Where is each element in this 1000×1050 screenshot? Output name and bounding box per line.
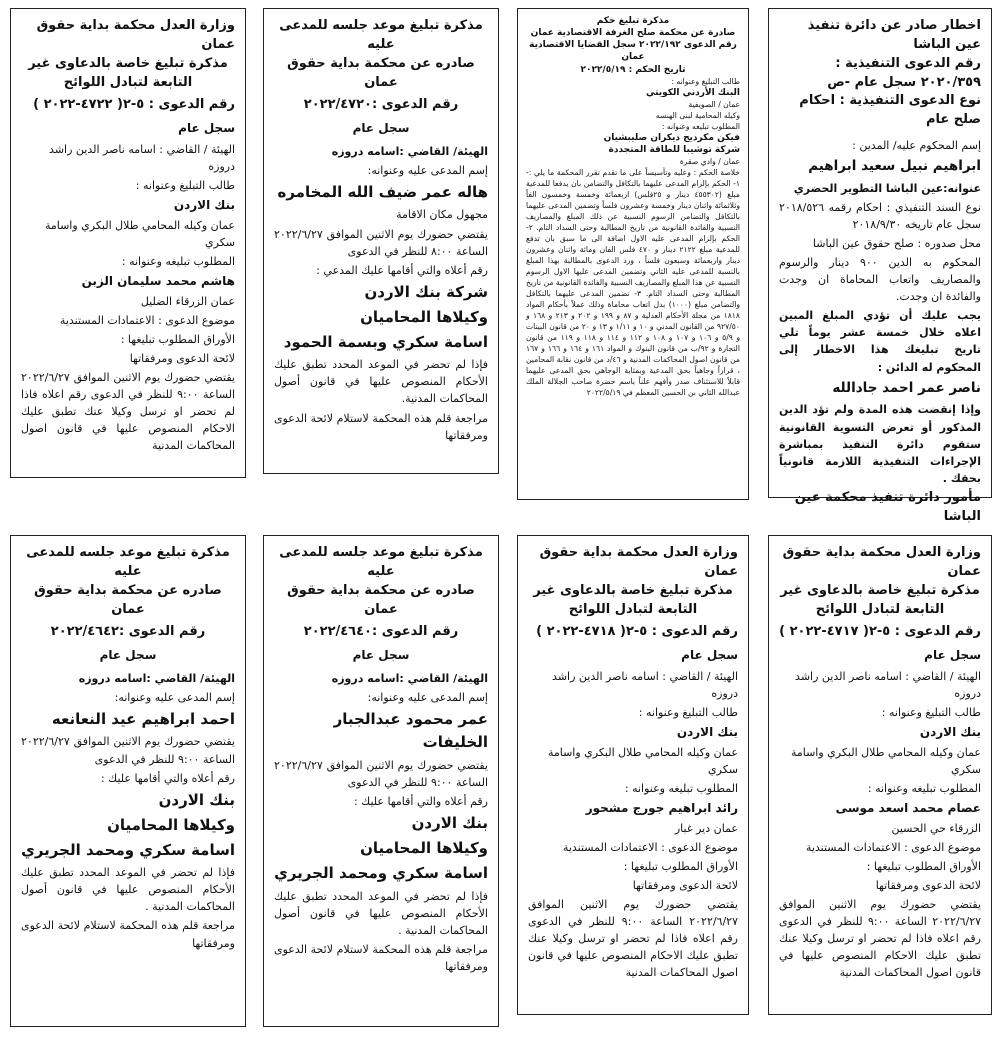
special-notice [517, 535, 749, 1015]
register-type: سجل عام [352, 120, 410, 135]
issuing-court: صادرة عن محكمة صلح الغرفة الاقتصادية عمان [530, 28, 736, 39]
target-name: هاشم محمد سليمان الزبن [81, 273, 235, 288]
judgment-summary: خلاصة الحكم : وعليه وتأسيساً على ما تقدم تقرر المحكمة ما يلي :- ١- الحكم بإلزام المدعى عليهما بالتكافل والتضامن بان يدفعا للمدعية مبلغ (٤٥٥٣٠٢ دينار و ٢٥فلس) اربعمائة وخمسة وخمسون الفاً وثلاثمائة واثنان دينار وخمسة وعشرون فلساً وتضمين المدعى عليهما بالتكافل والتضامن الرسوم النسبية عن ذلك المبلغ والمصاريف النسبية والفائدة القانونية من تاريخ المطالبة وحتى السداد التام. ٢- الحكم بإلزام المدعى عليه الاول اضافة الى ما سبق بان تدفع للمدعية مبلغ ٢١٢٢ دينار و ٤٧٠ فلس الفان ومائة واثنان وعشرون دينار واربعمائة وسبعون فلساً ، ورد الدعوى بالمطالبة بهذا المبلغ بالنسبة للمدعى عليه الثاني وتضمين المدعى عليها الاول الرسوم النسبية عن هذا المبلغ والمصاريف النسبية والفائدة القانونية من تاريخ المطالبة وحتى السداد التام. ٣- تضمين المدعى عليهما بالتكافل والتضامن مبلغ (١٠٠٠) بدل اتعاب محاماة وذلك عملاً بأحكام المواد ١٨١٨ من مجلة الأحكام العدلية و ٨٧ و ١٩٩ و ٢٠٢ و ٢١٣ و ١٦٨ و ٩٢٧/٥٠ من القانون المدني و ١٠ و ١/١١ و ١٣ و ٢٠ من قانون البينات و ٥/٩ و ١٠٦ و ١٠٧ و ١٠٨ و ١١٢ و ١١٤ و ١١٨ و ١١٩ من قانون التجارة و ٩٢/ب من قانون البنوك و المواد ١٦١ و ١٦٤ و ١٦٦ و ١٦٧ من قانون اصول المحاكمات المدنية و ٤٦/د من قانون نقابة المحامين ، قراراً وجاهياً بحق المدعية وبمثابة الوجاهي بحق المدعى عليهما قابلاً للاستئناف صدر وأفهم علناً باسم حضرة صاحب الجلالة الملك عبدالله الثاني بن الحسين المعظم في ٢٠٢٢/٥/١٩ [526, 168, 741, 398]
case-number: رقم الدعوى : ٥-٢( ٤٧١٧-٢٠٢٢ ) [779, 624, 981, 640]
case-number: رقم الدعوى : ٥-٢( ٤٧٢٢-٢٠٢٢ ) [33, 97, 235, 113]
hearing-text: يقتضي حضورك يوم الاثنين الموافق ٢٠٢٢/٦/٢٧ الساعة ٩:٠٠ للنظر في الدعوى [274, 758, 488, 789]
plaintiff-name: شركة بنك الاردن [364, 282, 488, 301]
target-name: عصام محمد اسعد موسى [835, 800, 981, 815]
plaintiff-lawyers: اسامة سكري وبسمة الحمود [283, 333, 488, 352]
notice-title: مذكرة تبليغ موعد جلسه للمدعى عليه [26, 545, 230, 579]
warning-text: فإذا لم تحضر في الموعد المحدد تطبق عليك الأحكام المنصوص عليها في قانون أصول المحاكمات المدنية . [274, 889, 488, 937]
signature: مأمور دائرة تنفيذ محكمة عين الباشا [794, 489, 981, 524]
panel-judge: الهيئة / القاضي : اسامه ناصر الدين راشد دروزه [552, 670, 738, 701]
case-number: رقم الدعوى :٢٠٢٢/٤٦٤٠ [303, 624, 459, 640]
creditor-name: ناصر عمر احمد جادالله [832, 379, 981, 396]
document-type: نوع السند التنفيذي : احكام رقمه ٢٠١٨/٥٢٦ سجل عام تاريخه ٢٠١٨/٩/٣٠ [779, 201, 981, 232]
hearing-text: يقتضي حضورك يوم الاثنين الموافق ٢٠٢٢/٦/٢٧ الساعة ٩:٠٠ للنظر في الدعوى [21, 735, 235, 766]
case-subject: موضوع الدعوى : الاعتمادات المستندية [805, 840, 981, 854]
closing-text: مراجعة قلم هذه المحكمة لاستلام لائحة الدعوى ومرفقاتها [274, 411, 488, 442]
plaintiff-lawyers: اسامة سكري ومحمد الجريري [274, 864, 488, 883]
plaintiff-name: بنك الاردن [411, 813, 488, 832]
defendant-label: إسم المدعى عليه وعنوانه: [367, 164, 488, 178]
notice-title: مذكرة تبليغ خاصة بالدعاوى غير التابعة لتبادل اللوائح [780, 582, 980, 617]
target-address: عمان الزرقاء الضليل [140, 294, 235, 308]
hearing-text: يقتضي حضورك يوم الاثنين الموافق ٢٠٢٢/٦/٢٧ الساعة ٩:٠٠ للنظر في الدعوى رقم اعلاه فاذا لم تحضر او ترسل وكيلا عنك تطبق عليك الاحكام المنصوص عليها في قانون اصول المحاكمات المدنية [21, 370, 235, 452]
defendant-address: مجهول مكان الاقامة [396, 208, 488, 222]
warning-text: فإذا لم تحضر في الموعد المحدد تطبق عليك الأحكام المنصوص عليها في قانون أصول المحاكمات المدنية . [21, 866, 235, 914]
warning-text: فإذا لم تحضر في الموعد المحدد تطبق عليك الأحكام المنصوص عليها في قانون أصول المحاكمات المدنية. [274, 358, 488, 406]
target-address: الزرقاء حي الحسين [891, 821, 981, 835]
target-label: المطلوب تبليغه وعنوانه : [121, 254, 235, 268]
panel-judge: الهيئة/ القاضي :اسامه دروزه [331, 672, 488, 686]
defendant-label: إسم المدعى عليه وعنوانه: [114, 691, 235, 705]
panel-judge: الهيئة / القاضي : اسامه ناصر الدين راشد دروزه [795, 670, 981, 701]
documents: لائحة الدعوى ومرفقاتها [875, 878, 981, 892]
register-type: سجل عام [681, 647, 738, 662]
special-notice [768, 535, 992, 1015]
debtor-address: عنوانه:عين الباشا التطوير الحضري [793, 182, 981, 196]
requester-label: طالب التبليغ وعنوانه : [135, 179, 235, 193]
defendant-name: احمد ابراهيم عيد النعانعه [51, 710, 235, 729]
hearing-notice [263, 535, 499, 1027]
issuing-court: صادره عن محكمة بداية حقوق عمان [34, 582, 222, 617]
requester-name: البنك الأردني الكويتي [645, 87, 740, 98]
documents-label: الأوراق المطلوب تبليغها : [120, 332, 235, 346]
closing-text: مراجعة قلم هذه المحكمة لاستلام لائحة الدعوى ومرفقاتها [21, 919, 235, 950]
requester-city: عمان / الصويفية [688, 99, 740, 109]
warning-text: وإذا إنقضت هذه المدة ولم تؤد الدين المذكور أو تعرض التسوية القانونية ستقوم دائرة التنفيذ بمباشرة الإجراءات التنفيذية اللازمة قانونياً بحقك . [779, 403, 981, 485]
case-number: رقم الدعوى :٢٠٢٢/٤٧٢٠ [303, 97, 459, 113]
register-type: سجل عام [352, 647, 410, 662]
notice-title: مذكرة تبليغ خاصة بالدعاوى غير التابعة لتبادل اللوائح [28, 55, 228, 90]
register-type: سجل عام [99, 647, 157, 662]
plaintiff-ref: رقم أعلاه والتي أقامها عليك : [100, 771, 235, 785]
lawyer-name: عمان وكيله المحامي طلال البكري واسامة سكري [44, 218, 235, 249]
lawyer-name: عمان وكيله المحامي طلال البكري واسامة سكري [547, 745, 738, 776]
issuing-court: صادره عن محكمة بداية حقوق عمان [287, 55, 475, 90]
judgment-date: تاريخ الحكم : ٢٠٢٢/٥/١٩ [580, 64, 686, 75]
ministry-title: وزارة العدل محكمة بداية حقوق عمان [539, 545, 738, 579]
hearing-text: يقتضي حضورك يوم الاثنين الموافق ٢٠٢٢/٦/٢٧ الساعة ٩:٠٠ للنظر في الدعوى رقم اعلاه فاذا لم تحضر او ترسل وكيلا عنك تطبق عليك الاحكام المنصوص عليها في قانون اصول المحاكمات المدنية [528, 897, 738, 979]
requester-label: طالب التبليغ وعنوانه : [881, 706, 981, 720]
case-label: رقم الدعوى التنفيذية : [835, 55, 981, 71]
requester-label: طالب التبليغ وعنوانه : [671, 76, 740, 86]
register-type: سجل عام [178, 120, 235, 135]
panel-judge: الهيئة / القاضي : اسامه ناصر الدين راشد دروزه [49, 143, 235, 174]
target-label: المطلوب تبليغه وعنوانه : [661, 121, 740, 131]
notice-title: مذكرة تبليغ موعد جلسه للمدعى عليه [279, 18, 483, 52]
requester-name: بنك الاردن [676, 725, 738, 740]
case-type: نوع الدعوى التنفيذية : احكام صلح عام [799, 93, 981, 128]
notice-title: مذكرة تبليغ موعد جلسه للمدعى عليه [279, 545, 483, 579]
target-name: رائد ابراهيم جورج مشحور [585, 800, 738, 815]
hearing-notice [10, 535, 246, 1027]
payment-obligation: يجب عليك أن تؤدي المبلغ المبين اعلاه خلال خمسة عشر يوماً تلي تاريخ تبليغك هذا الاخطار إلى المحكوم له الدائن : [779, 309, 981, 374]
hearing-text: يقتضي حضورك يوم الاثنين الموافق ٢٠٢٢/٦/٢٧ الساعة ٩:٠٠ للنظر في الدعوى رقم اعلاه فاذا لم تحضر او ترسل وكيلا عنك تطبق عليك الاحكام المنصوص عليها في قانون اصول المحاكمات المدنية [779, 897, 982, 979]
case-number: رقم الدعوى ٢٠٢٢/١٩٢ سجل القضايا الاقتصادية عمان [529, 40, 737, 63]
target-city: عمان / وادي صقرة [679, 157, 740, 167]
hearing-notice [263, 8, 499, 474]
judgment-notice [517, 8, 749, 500]
target-company: شركة توشيبا للطاقة المتجددة [608, 144, 740, 155]
target-label: المطلوب تبليغه وعنوانه : [624, 781, 738, 795]
notice-title: اخطار صادر عن دائرة تنفيذ عين الباشا [807, 18, 981, 52]
plaintiff-lawyers-label: وكيلاها المحاميان [107, 815, 235, 834]
requester-name: بنك الاردن [173, 198, 235, 213]
case-number: رقم الدعوى : ٥-٢( ٤٧١٨-٢٠٢٢ ) [536, 624, 738, 640]
plaintiff-lawyers-label: وكيلاها المحاميان [360, 307, 488, 326]
case-subject: موضوع الدعوى : الاعتمادات المستندية [59, 313, 235, 327]
case-number: ٢٠٢٠/٣٥٩ سجل عام -ص [827, 74, 981, 90]
ministry-title: وزارة العدل محكمة بداية حقوق عمان [36, 18, 235, 52]
documents: لائحة الدعوى ومرفقاتها [632, 878, 738, 892]
defendant-label: إسم المدعى عليه وعنوانه: [367, 691, 488, 705]
issuing-court: صادره عن محكمة بداية حقوق عمان [287, 582, 475, 617]
document-issuer: محل صدوره : صلح حقوق عين الباشا [812, 237, 981, 251]
notice-title: مذكرة تبليغ خاصة بالدعاوى غير التابعة لتبادل اللوائح [533, 582, 733, 617]
ministry-title: وزارة العدل محكمة بداية حقوق عمان [782, 545, 981, 579]
target-address: عمان دير غبار [674, 821, 738, 835]
register-type: سجل عام [924, 647, 981, 662]
requester-name: بنك الاردن [919, 725, 981, 740]
panel-judge: الهيئة/ القاضي :اسامه دروزه [78, 672, 235, 686]
notice-title: مذكرة تبليغ حكم [596, 16, 670, 26]
panel-judge: الهيئة/ القاضي :اسامه دروزه [331, 145, 488, 159]
documents-label: الأوراق المطلوب تبليغها : [623, 859, 738, 873]
lawyer-name: وكيله المحامية لبنى الهنسه [655, 110, 740, 120]
closing-text: مراجعة قلم هذه المحكمة لاستلام لائحة الدعوى ومرفقاتها [274, 942, 488, 973]
defendant-name: عمر محمود عبدالجبار الخليفات [333, 710, 488, 752]
judgment-amount: المحكوم به الدين ٩٠٠ دينار والرسوم والمصاريف واتعاب المحاماة ان وجدت والفائدة ان وجدت. [779, 256, 981, 304]
plaintiff-lawyers: اسامة سكري ومحمد الجريري [21, 841, 235, 860]
case-number: رقم الدعوى :٢٠٢٢/٤٦٤٢ [50, 624, 206, 640]
plaintiff-ref: رقم أعلاه والتي أقامها عليك : [353, 794, 488, 808]
target-name: فيكن مكرديج ديكران صليبشيان [603, 132, 740, 143]
plaintiff-name: بنك الاردن [158, 790, 235, 809]
plaintiff-ref: رقم أعلاه والتي أقامها عليك المدعي : [316, 263, 488, 277]
special-notice [10, 8, 246, 478]
lawyer-name: عمان وكيله المحامي طلال البكري واسامة سكري [790, 745, 981, 776]
documents-label: الأوراق المطلوب تبليغها : [866, 859, 981, 873]
target-label: المطلوب تبليغه وعنوانه : [867, 781, 981, 795]
execution-notice [768, 8, 992, 524]
debtor-name: ابراهيم نبيل سعيد ابراهيم [808, 158, 981, 175]
case-subject: موضوع الدعوى : الاعتمادات المستندية [562, 840, 738, 854]
plaintiff-lawyers-label: وكيلاها المحاميان [360, 839, 488, 858]
hearing-text: يقتضي حضورك يوم الاثنين الموافق ٢٠٢٢/٦/٢٧ الساعة ٨:٠٠ للنظر في الدعوى [274, 227, 488, 258]
debtor-label: إسم المحكوم عليه/ المدين : [852, 139, 981, 153]
requester-label: طالب التبليغ وعنوانه : [638, 706, 738, 720]
defendant-name: هاله عمر ضيف الله المخامره [277, 183, 488, 202]
documents: لائحة الدعوى ومرفقاتها [129, 351, 235, 365]
